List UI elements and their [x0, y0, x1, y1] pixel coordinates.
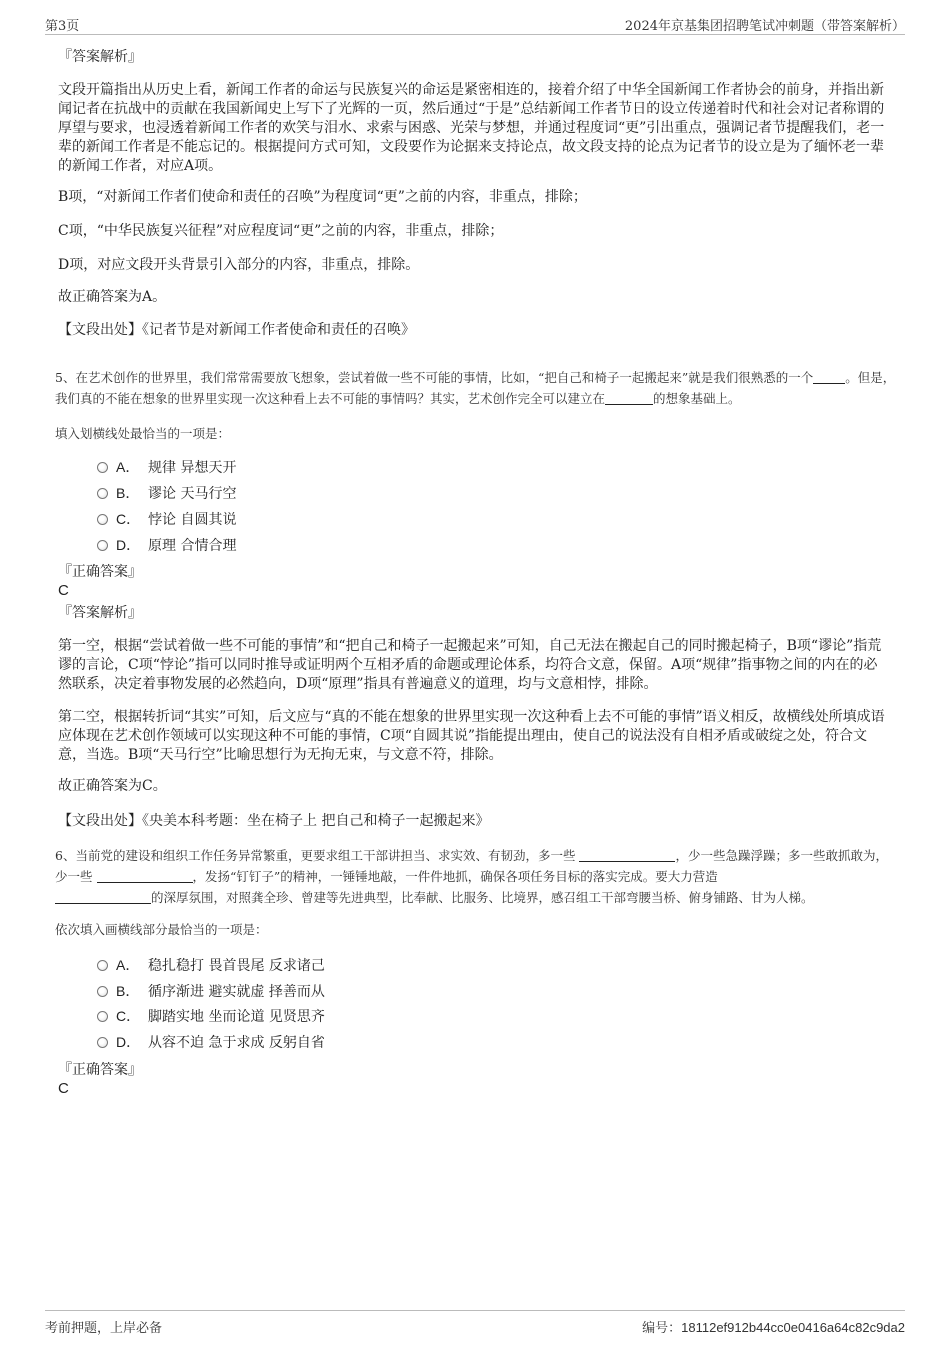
source-citation: 【文段出处】《记者节是对新闻工作者使命和责任的召唤》 [58, 322, 415, 338]
radio-icon[interactable] [97, 540, 108, 551]
analysis-paragraph-1: 第一空，根据“尝试着做一些不可能的事情”和“把自己和椅子一起搬起来”可知，自己无法在搬起自己的同时搬起椅子，B项“谬论”指荒谬的言论，C项“悖论”指可以同时推导或证明两个互相矛盾的命题或理论体系，均符合文意，保留。A项“规律”指事物之间的内在的必然联系，决定着事物发展的必然趋向，D项“原理”指具有普遍意义的道理，均与文意相悖，排除。 [58, 638, 882, 692]
fill-blank-3 [55, 890, 151, 904]
fill-blank-1 [579, 848, 675, 862]
page-header [45, 12, 905, 35]
q5-option-b[interactable]: B． 谬论 天马行空 [97, 483, 236, 504]
q5-option-c[interactable]: C． 悖论 自圆其说 [97, 509, 236, 530]
page-number: 第3页 [45, 19, 80, 34]
q5-option-d[interactable]: D． 原理 合情合理 [97, 535, 236, 556]
correct-answer: C [58, 582, 69, 599]
analysis-paragraph-2: 第二空，根据转折词“其实”可知，后文应与“真的不能在想象的世界里实现一次这种看上去不可能的事情”语义相反，故横线处所填成语应体现在艺术创作领域可以实现这种不可能的事情，C项“自圆其说”指能提出理由，使自己的说法没有自相矛盾或破绽之处，符合文意，当选。B项“天马行空”比喻思想行为无拘无束，与文意不符，排除。 [58, 709, 885, 763]
footer-slogan: 考前押题，上岸必备 [45, 1321, 163, 1336]
analysis-option-c: C项，“中华民族复兴征程”对应程度词“更”之前的内容，非重点，排除； [58, 223, 504, 239]
radio-icon[interactable] [97, 1011, 108, 1022]
correct-answer: C [58, 1080, 69, 1097]
q6-option-d[interactable]: D． 从容不迫 急于求成 反躬自省 [97, 1032, 325, 1053]
radio-icon[interactable] [97, 488, 108, 499]
question-6-text: 6、当前党的建设和组织工作任务异常繁重，更要求组工干部讲担当、求实效、有韧劲，多一些 ，少一些急躁浮躁；多一些敢抓敢为，少一些 ，发扬“钉钉子”的精神，一锤锤地敲，一件件地抓，确保各项任务目标的落实完成。要大力营造 的深厚氛围，对照龚全珍、曾建等先进典型，比奉献、比服务、比境界，感召组工干部弯腰当桥、俯身铺路、甘为人梯。 [55, 848, 888, 905]
conclusion: 故正确答案为A。 [58, 289, 167, 305]
radio-icon[interactable] [97, 514, 108, 525]
document-title: 2024年京基集团招聘笔试冲刺题（带答案解析） [624, 19, 905, 34]
q5-option-a[interactable]: A． 规律 异想天开 [97, 457, 236, 478]
question-6-prompt: 依次填入画横线部分最恰当的一项是： [55, 922, 268, 937]
q6-option-c[interactable]: C． 脚踏实地 坐而论道 见贤思齐 [97, 1006, 325, 1027]
analysis-paragraph: 文段开篇指出从历史上看，新闻工作者的命运与民族复兴的命运是紧密相连的，接着介绍了中华全国新闻工作者协会的前身，并指出新闻记者在抗战中的贡献在我国新闻史上写下了光辉的一页，然后通过“于是”总结新闻工作者节日的设立传递着时代和社会对记者称谓的厚望与要求，也浸透着新闻工作者的欢笑与泪水、求索与困惑、光荣与梦想，并通过程度词“更”引出重点，强调记者节提醒我们，老一辈的新闻工作者是不能忘记的。根据提问方式可知，文段要作为论据来支持论点，故文段支持的论点为记者节的设立是为了缅怀老一辈的新闻工作者，对应A项。 [58, 82, 885, 174]
fill-blank-2 [605, 391, 653, 405]
analysis-option-d: D项，对应文段开头背景引入部分的内容，非重点，排除。 [58, 257, 420, 273]
correct-answer-label: 『正确答案』 [58, 564, 142, 580]
conclusion: 故正确答案为C。 [58, 778, 167, 794]
analysis-option-b: B项，“对新闻工作者们使命和责任的召唤”为程度词“更”之前的内容，非重点，排除； [58, 189, 587, 205]
radio-icon[interactable] [97, 986, 108, 997]
page-footer [45, 1310, 905, 1339]
question-5-text: 5、在艺术创作的世界里，我们常常需要放飞想象，尝试着做一些不可能的事情，比如，“把自己和椅子一起搬起来”就是我们很熟悉的一个 。但是，我们真的不能在想象的世界里实现一次这种看上去不可能的事情吗？其实，艺术创作完全可以建立在 的想象基础上。 [55, 370, 896, 406]
correct-answer-label: 『正确答案』 [58, 1062, 142, 1078]
radio-icon[interactable] [97, 1037, 108, 1048]
document-code: 编号：18112ef912b44cc0e0416a64c82c9da2 [642, 1320, 905, 1336]
fill-blank-1 [813, 370, 845, 384]
q6-option-a[interactable]: A． 稳扎稳打 畏首畏尾 反求诸己 [97, 955, 325, 976]
fill-blank-2 [97, 869, 193, 883]
question-5-prompt: 填入划横线处最恰当的一项是： [55, 426, 231, 441]
analysis-label: 『答案解析』 [58, 605, 142, 621]
radio-icon[interactable] [97, 960, 108, 971]
analysis-label: 『答案解析』 [58, 49, 142, 65]
q6-option-b[interactable]: B． 循序渐进 避实就虚 择善而从 [97, 981, 325, 1002]
radio-icon[interactable] [97, 462, 108, 473]
source-citation: 【文段出处】《央美本科考题：坐在椅子上 把自己和椅子一起搬起来》 [58, 813, 490, 829]
